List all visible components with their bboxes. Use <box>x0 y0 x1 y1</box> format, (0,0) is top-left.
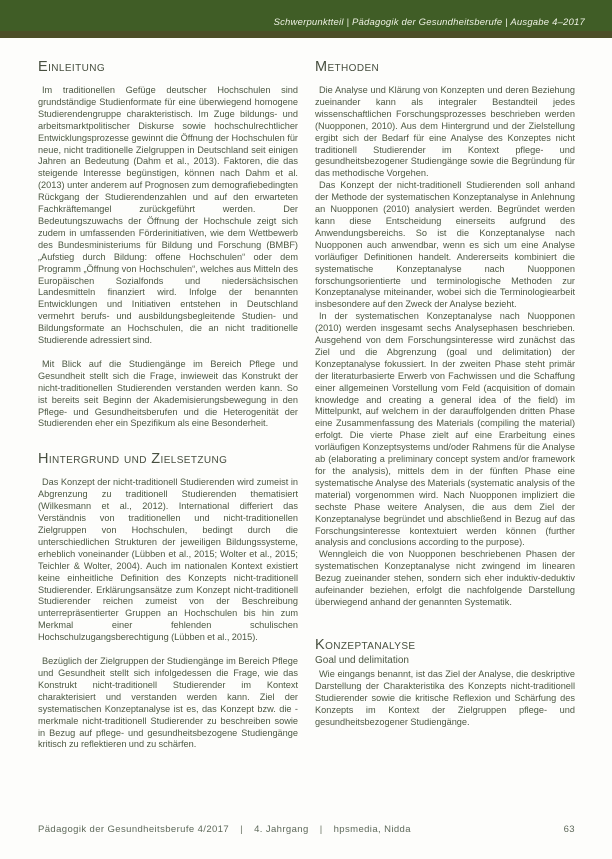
footer-publisher: hpsmedia, Nidda <box>333 824 411 835</box>
paragraph-methoden-4: Wenngleich die von Nuopponen beschriebenen Phasen der systematischen Konzeptanalyse nicht zwingend im linearen Bezug zueinander stehen, sondern sich eher induktiv-deduktiv aufeinander beziehen, erfolgt die nachfolgende Darstellung überwiegend anhand der genannten Systematik. <box>315 549 575 607</box>
header-accent-strip <box>0 31 612 38</box>
paragraph-methoden-1: Die Analyse und Klärung von Konzepten und deren Beziehung zueinander kann als integraler Bestandteil jedes wissenschaftlichen Forschungsprozesses beschrieben werden (Nuopponen, 2010). Aus dem Hintergrund und der Zielstellung ergibt sich der Bedarf für eine Analyse des Konzeptes nicht traditionell Studierender im Kontext pflege- und gesundheitsbezogener Studiengänge sowie die Begründung für das methodische Vorgehen. <box>315 85 575 179</box>
section-title-einleitung: Einleitung <box>38 59 106 75</box>
footer-volume: 4. Jahrgang <box>254 824 309 835</box>
section-title-konzeptanalyse: Konzeptanalyse <box>315 636 416 653</box>
footer-separator: | <box>319 824 323 835</box>
running-head: Schwerpunktteil | Pädagogik der Gesundheitsberufe | Ausgabe 4–2017 <box>273 17 585 28</box>
page-footer <box>38 824 575 835</box>
paragraph-methoden-3: In der systematischen Konzeptanalyse nach Nuopponen (2010) werden insgesamt sechs Analysephasen beschrieben. Ausgehend von dem Forschungsinteresse wird zunächst das Ziel und die Abgrenzung (goal und delimitation) der Konzeptanalyse fokussiert. In der zweiten Phase steht primär der literaturbasierte Erwerb von Fachwissen und die Schaffung einer allgemeinen Vorstellung vom Feld (acquisition of domain knowledge and creating a general idea of the field) im Mittelpunkt, auf welchem in der darauffolgenden dritten Phase eine Zusammenfassung des Materials (compiling the material) erfolgt. Die vierte Phase zielt auf eine Erarbeitung eines vorläufigen Konzeptsystems und/oder Rahmens für die Analyse ab (elaborating a preliminary concept system and/or framework for the analysis), mittels dem in der fünften Phase eine systematische Analyse des Materials (systematic analysis of the material) vorgenommen wird. Nach Nuopponen impliziert die sechste Phase weitere Analysen, die aus dem Ziel der Konzeptanalyse begründet und abschließend in Bezug auf das Forschungsinteresse kontextuiert werden können (further analysis and conclusions according to the purpose). <box>315 311 575 548</box>
page-number: 63 <box>563 824 575 835</box>
subsection-title-goal-delimitation: Goal und delimitation <box>315 654 409 666</box>
paragraph-hintergrund-2: Bezüglich der Zielgruppen der Studiengänge im Bereich Pflege und Gesundheit stellt sich infolgedessen die Frage, wie das Konstrukt nicht-traditionell Studierender im Kontext charakterisiert und verstanden werden kann. Ziel der systematischen Konzeptanalyse ist es, das Konzept bzw. die -merkmale nicht-traditionell Studierender zu beschreiben sowie in Bezug auf pflege- und gesundheitsbezogene Studiengänge kritisch zu reflektieren und zu schärfen. <box>38 656 298 750</box>
footer-separator: | <box>240 824 244 835</box>
left-column <box>38 59 298 751</box>
article-body <box>0 38 612 751</box>
right-column <box>315 59 575 751</box>
paragraph-konzeptanalyse-1: Wie eingangs benannt, ist das Ziel der Analyse, die deskriptive Darstellung der Charakteristika des Konzepts nicht-traditionell Studierender sowie die kritische Reflexion und Schärfung des Konzepts im Kontext der Zielgruppen pflege- und gesundheitsbezogener Studiengänge. <box>315 668 575 727</box>
paragraph-methoden-2: Das Konzept der nicht-traditionell Studierenden soll anhand der Methode der systematischen Konzeptanalyse in Anlehnung an Nuopponen (2010) analysiert werden. Begründet werden kann diese Entscheidung einerseits aufgrund des Anwendungsbereichs. So ist die Konzeptanalyse nach Nuopponen auch anwendbar, wenn es sich um eine Analyse vorläufiger Definitionen handelt. Andererseits kombiniert die systematische Konzeptanalyse nach Nuopponen forschungsorientierte und terminologische Methoden zur Konzeptanalyse miteinander, wobei sich die Terminologiearbeit insbesondere auf den Zweck der Analyse bezieht. <box>315 180 575 310</box>
section-title-methoden: Methoden <box>315 59 380 75</box>
paragraph-einleitung-1: Im traditionellen Gefüge deutscher Hochschulen sind grundständige Studienformate für eine überwiegend homogene Studierendengruppe charakteristisch. Im Zuge bildungs- und arbeitsmarktpolitischer Diskurse sowie hochschulrechtlicher Entwicklungsprozesse gewinnt die Öffnung der Hochschulen für neue, nicht traditionelle Zielgruppen in Deutschland seit einigen Jahren an Bedeutung (Dahm et al., 2013). Faktoren, die das steigende Interesse begünstigen, können nach Dahm et al. (2013) unter anderem auf Prognosen zum demografiebedingten Rückgang der Studierendenzahlen und auf den erwarteten Fachkräftemangel zurückgeführt werden. Der Bedeutungszuwachs der Öffnung der Hochschule zeigt sich zudem in umfassenden Förderinitiativen, wie dem Wettbewerb des Bundesministeriums für Bildung und Forschung (BMBF) „Aufstieg durch Bildung: offene Hochschulen“ oder dem Programm „Öffnung von Hochschulen“, welches aus Mitteln des Europäischen Sozialfonds und niedersächsischen Landesmitteln finanziert wird. Infolge der benannten Entwicklungen und Initiativen entstehen in Deutschland vermehrt berufs- und ausbildungsbegleitende Studien- und Bildungsformate an Hochschulen, die an nicht traditionelle Studierende adressiert sind. <box>38 85 298 346</box>
paragraph-hintergrund-1: Das Konzept der nicht-traditionell Studierenden wird zumeist in Abgrenzung zu traditionell Studierenden thematisiert (Wilkesmann et al., 2012). International differiert das Verständnis von traditionellen und nicht-traditionellen Zielgruppen von Hochschulen, bedingt durch die unterschiedlichen Strukturen der jeweiligen Bildungssysteme, erheblich voneinander (Lübben et al., 2015; Wolter et al., 2015; Teichler & Wolter, 2004). Auch im nationalen Kontext existiert keine einheitliche Definition des Konzepts nicht-traditionell Studierender. Erklärungsansätze zum Konzept nicht-traditionell Studierender reichen zumeist von der Beschreibung unterrepräsentierter Gruppen an Hochschulen bis hin zum Merkmal einer fehlenden schulischen Hochschulzugangsberechtigung (Lübben et al., 2015). <box>38 477 298 643</box>
footer-journal-title: Pädagogik der Gesundheitsberufe 4/2017 <box>38 824 230 835</box>
page-header-band <box>0 0 612 31</box>
paragraph-einleitung-2: Mit Blick auf die Studiengänge im Bereich Pflege und Gesundheit stellt sich die Frage, inwieweit das Konstrukt der nicht-traditionellen Studierenden verstanden werden kann. So ist bereits seit Beginn der Akademisierungsbewegung in den Pflege- und Gesundheitsberufen und die Heterogenität der Studierenden eher ein Spezifikum als eine Besonderheit. <box>38 358 298 429</box>
footer-imprint <box>38 824 411 835</box>
section-title-hintergrund: Hintergrund und Zielsetzung <box>38 451 228 468</box>
